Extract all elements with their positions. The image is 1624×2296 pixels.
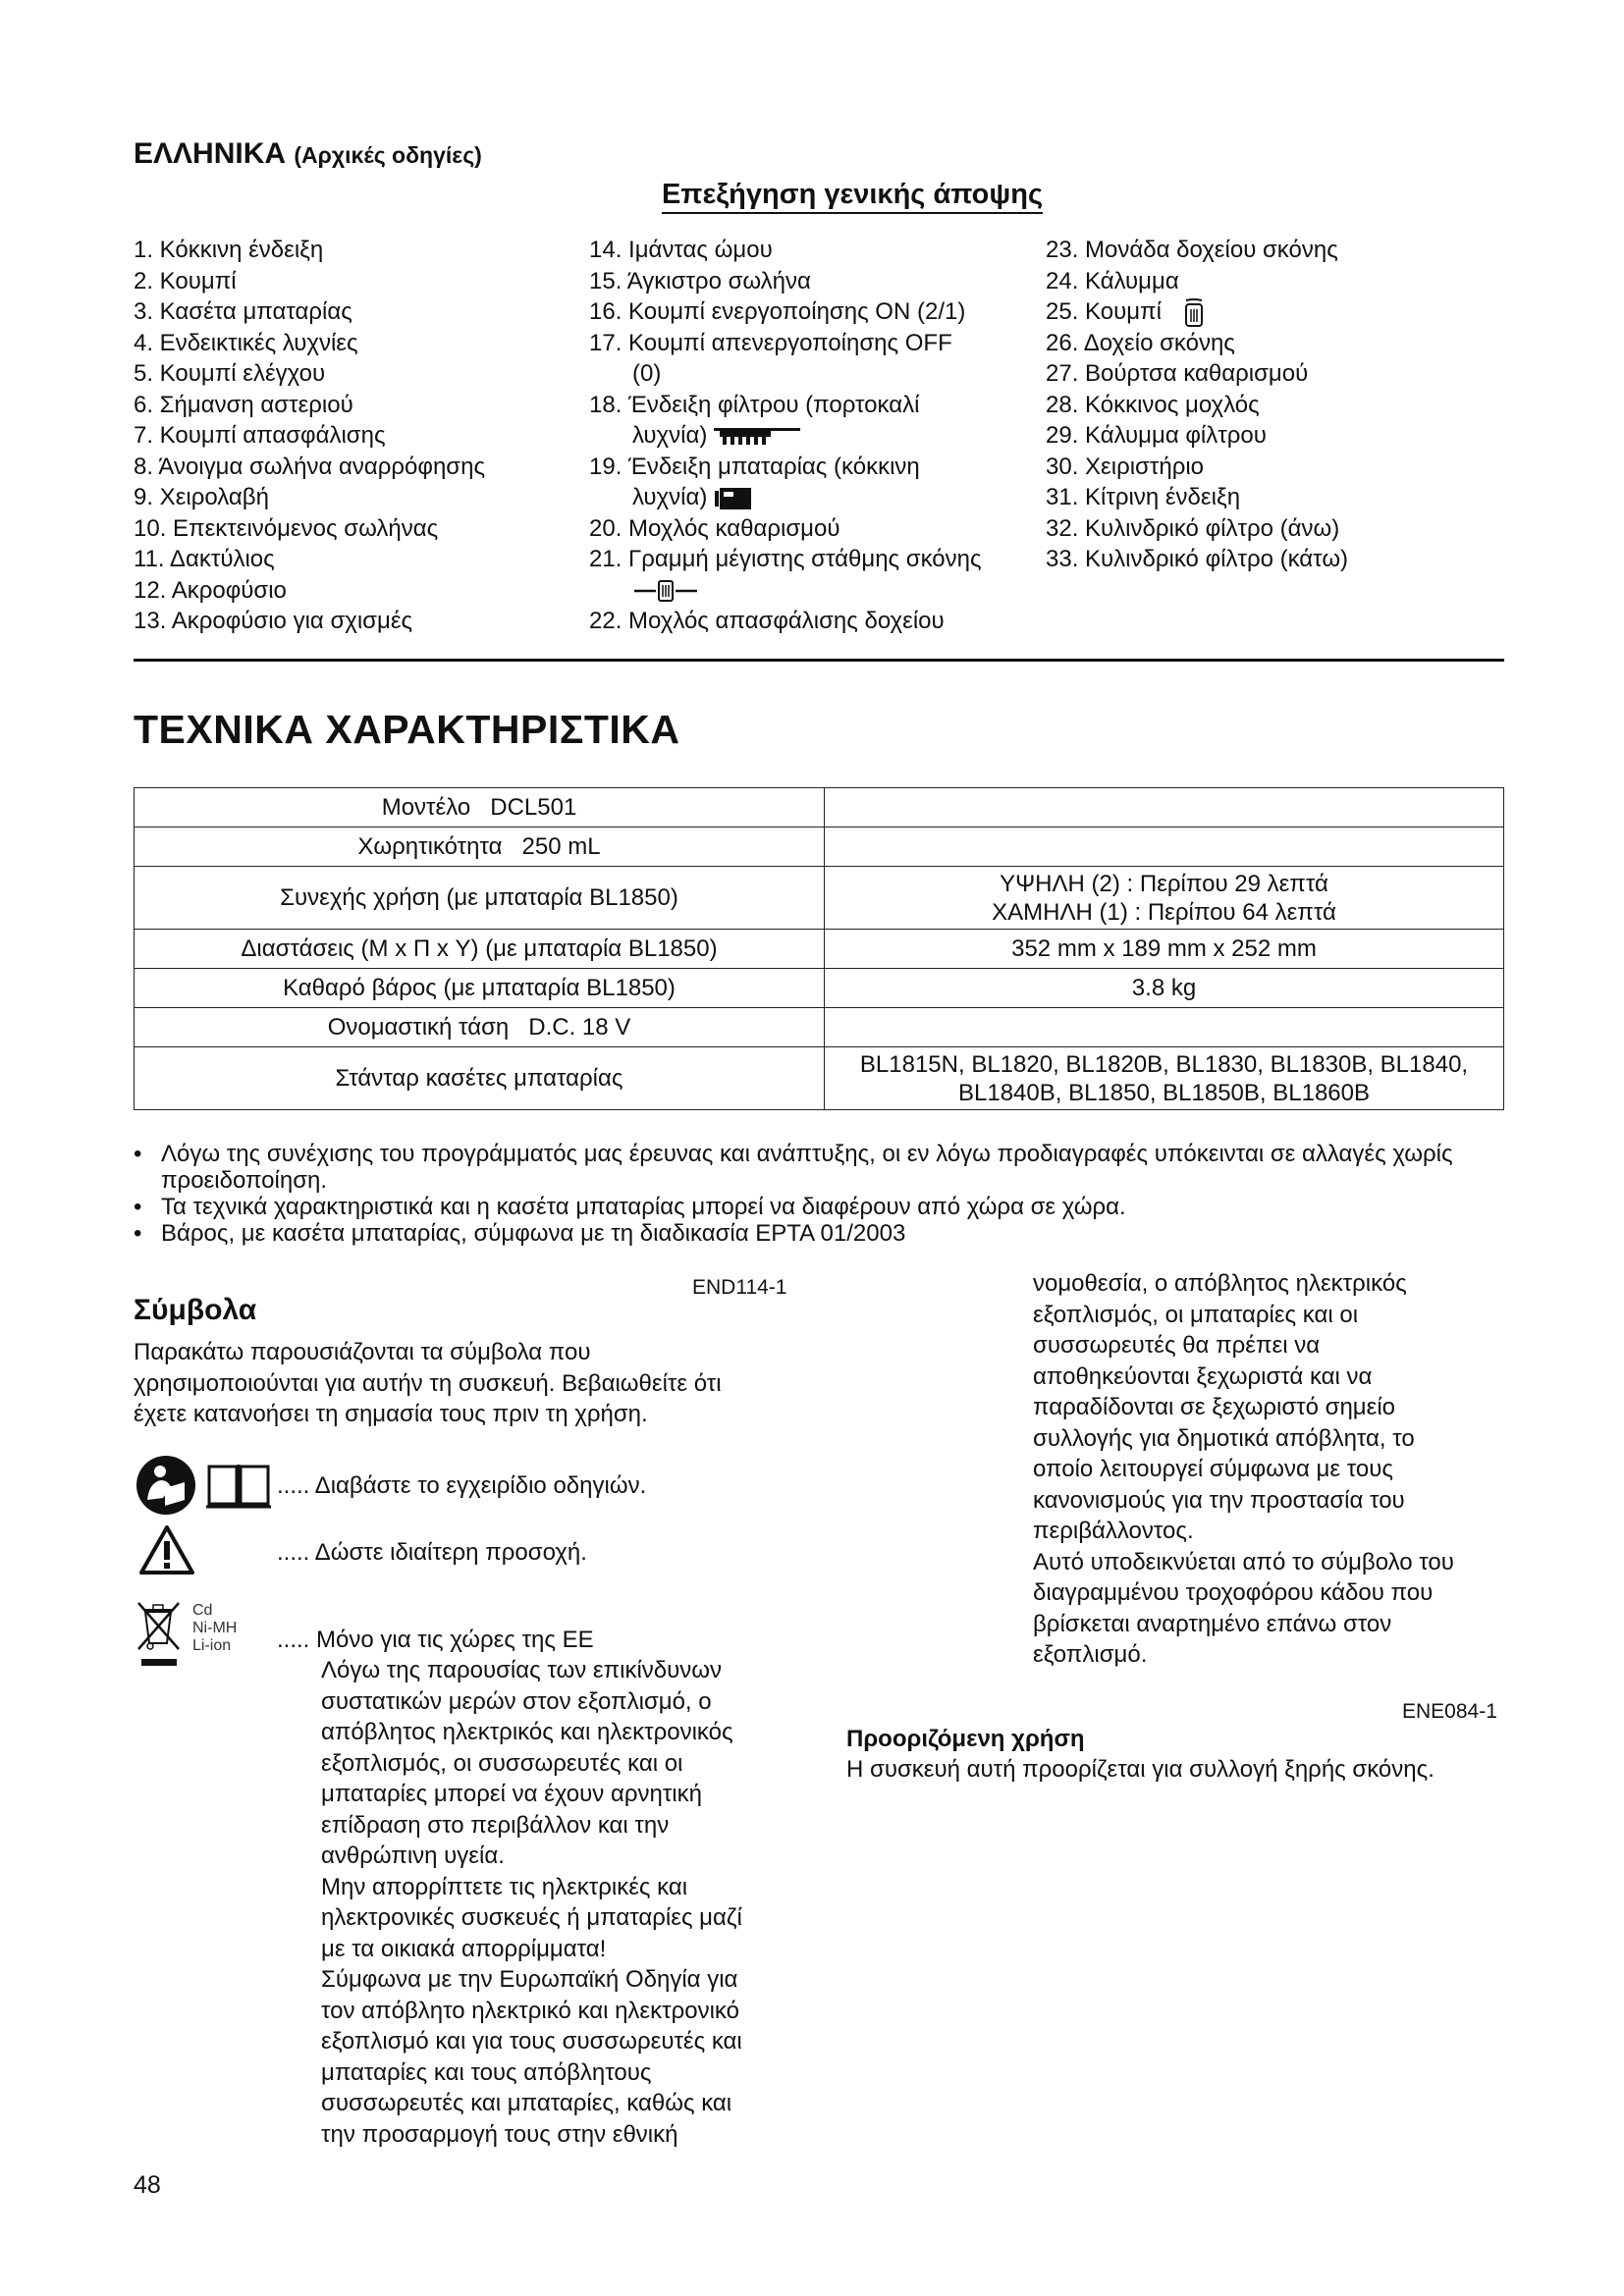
- bin-label-liion: Li-ion: [192, 1637, 232, 1654]
- spec-value-runtime: ΥΨΗΛΗ (2) : Περίπου 29 λεπτά ΧΑΜΗΛΗ (1) : Περίπου 64 λεπτά: [825, 867, 1504, 930]
- list-item: 8. Άνοιγμα σωλήνα αναρρόφησης: [134, 453, 486, 480]
- spec-label-capacity: Χωρητικότητα 250 mL: [135, 828, 825, 867]
- warning-triangle-icon: [138, 1524, 195, 1575]
- table-row: [135, 969, 1504, 1008]
- bin-label-nimh: Ni-MH: [192, 1620, 238, 1636]
- list-item-continued: (0): [632, 360, 662, 387]
- spec-value-weight: 3.8 kg: [825, 969, 1504, 1008]
- table-row: [135, 828, 1504, 867]
- caution-text: ..... Δώστε ιδιαίτερη προσοχή.: [277, 1539, 587, 1566]
- intended-use-code: ENE084-1: [1402, 1700, 1497, 1723]
- list-item: 7. Κουμπί απασφάλισης: [134, 422, 386, 449]
- table-row: [135, 788, 1504, 828]
- list-item: 20. Μοχλός καθαρισμού: [589, 514, 840, 542]
- dust-container-icon: [1182, 298, 1206, 328]
- list-item-continued: λυχνία): [589, 482, 982, 513]
- list-item: 12. Ακροφύσιο: [134, 576, 287, 604]
- list-item: 18. Ένδειξη φίλτρου (πορτοκαλί: [589, 391, 920, 418]
- list-item: 9. Χειρολαβή: [134, 484, 269, 510]
- section-divider: [134, 659, 1504, 662]
- list-item: 11. Δακτύλιος: [134, 546, 275, 572]
- list-item: 5. Κουμπί ελέγχου: [134, 360, 326, 387]
- intended-use-text: Η συσκευή αυτή προορίζεται για συλλογή ξηρής σκόνης.: [846, 1756, 1435, 1783]
- list-item: 24. Κάλυμμα: [1046, 267, 1179, 294]
- language-title: ΕΛΛΗΝΙΚΑ: [134, 137, 287, 170]
- list-item: 22. Μοχλός απασφάλισης δοχείου: [589, 608, 945, 634]
- list-item: 25. Κουμπί: [1046, 296, 1348, 328]
- overview-column-1: [134, 235, 485, 637]
- language-heading: [134, 137, 482, 171]
- list-item: 2. Κουμπί: [134, 267, 237, 294]
- overview-column-3: [1046, 235, 1348, 575]
- spec-label-batteries: Στάνταρ κασέτες μπαταρίας: [135, 1047, 825, 1110]
- note-item: • Τα τεχνικά χαρακτηριστικά και η κασέτα μπαταρίας μπορεί να διαφέρουν από χώρα σε χώρα.: [134, 1194, 1508, 1220]
- table-row: [135, 1047, 1504, 1110]
- overview-column-2: [589, 235, 982, 637]
- language-subtitle: (Αρχικές οδηγίες): [294, 142, 482, 168]
- table-row: [135, 867, 1504, 930]
- spec-value-empty: [825, 828, 1504, 867]
- spec-value-empty: [825, 1008, 1504, 1047]
- list-item: 4. Ενδεικτικές λυχνίες: [134, 329, 358, 356]
- book-icon: [206, 1461, 271, 1510]
- battery-chemistry-labels: [192, 1602, 237, 1655]
- list-item-continued: [589, 575, 982, 607]
- note-item: • Λόγω της συνέχισης του προγράμματός μας έρευνας και ανάπτυξης, οι εν λόγω προδιαγραφές υπόκεινται σε αλλαγές χωρίς προειδοποίηση.: [134, 1141, 1508, 1194]
- specifications-title: ΤΕΧΝΙΚΑ ΧΑΡΑΚΤΗΡΙΣΤΙΚΑ: [134, 707, 680, 752]
- list-item: 17. Κουμπί απενεργοποίησης OFF: [589, 329, 952, 356]
- table-row: [135, 930, 1504, 969]
- specifications-table: [134, 787, 1504, 1110]
- symbols-title: Σύμβολα: [134, 1294, 257, 1326]
- list-item: 13. Ακροφύσιο για σχισμές: [134, 608, 413, 634]
- list-item-continued: λυχνία): [589, 420, 982, 452]
- bin-label-cd: Cd: [192, 1602, 213, 1619]
- list-item: 27. Βούρτσα καθαρισμού: [1046, 360, 1309, 388]
- eu-only-text: ..... Μόνο για τις χώρες της ΕΕ: [277, 1627, 594, 1653]
- table-row: [135, 1008, 1504, 1047]
- list-item: 15. Άγκιστρο σωλήνα: [589, 267, 811, 294]
- spec-label-runtime: Συνεχής χρήση (με μπαταρία BL1850): [135, 867, 825, 930]
- list-item: 6. Σήμανση αστεριού: [134, 391, 353, 418]
- read-manual-text: ..... Διαβάστε το εγχειρίδιο οδηγιών.: [277, 1472, 647, 1499]
- symbols-section-code: END114-1: [692, 1276, 787, 1299]
- spec-label-model: Μοντέλο DCL501: [135, 788, 825, 828]
- max-dust-line-icon: [632, 577, 701, 605]
- overview-title: Επεξήγηση γενικής άποψης: [0, 179, 1624, 214]
- list-item: 32. Κυλινδρικό φίλτρο (άνω): [1046, 514, 1340, 542]
- symbols-intro: Παρακάτω παρουσιάζονται τα σύμβολα που χρησιμοποιούνται για αυτήν τη συσκευή. Βεβαιωθείτε ότι έχετε κατανοήσει τη σημασία τους πριν τη χρήση.: [134, 1339, 722, 1427]
- list-item: 30. Χειριστήριο: [1046, 453, 1205, 480]
- spec-value-batteries: BL1815N, BL1820, BL1820B, BL1830, BL1830B, BL1840, BL1840B, BL1850, BL1850B, BL1860B: [825, 1047, 1504, 1110]
- eu-disposal-paragraph: Λόγω της παρουσίας των επικίνδυνων συστατικών μερών στον εξοπλισμό, ο απόβλητος ηλεκτρικός και ηλεκτρονικός εξοπλισμός, οι συσσωρευτές και οι μπαταρίες μπορεί να έχουν αρνητική επίδραση στο περιβάλλον και την ανθρώπινη υγεία. Μην απορρίπτετε τις ηλεκτρικές και ηλεκτρονικές συσκευές ή μπαταρίες μαζί με τα οικιακά απορρίμματα! Σύμφωνα με την Ευρωπαϊκή Οδηγία για τον απόβλητο ηλεκτρικό και ηλεκτρονικό εξοπλισμό και για τους συσσωρευτές και μπαταρίες και τους απόβλητους συσσωρευτές και μπαταρίες, καθώς και την προσαρμογή τους στην εθνική: [321, 1657, 742, 2148]
- list-item: 1. Κόκκινη ένδειξη: [134, 237, 324, 263]
- spec-label-weight: Καθαρό βάρος (με μπαταρία BL1850): [135, 969, 825, 1008]
- spec-label-voltage: Ονομαστική τάση D.C. 18 V: [135, 1008, 825, 1047]
- spec-label-dimensions: Διαστάσεις (Μ x Π x Υ) (με μπαταρία BL1850): [135, 930, 825, 969]
- list-item: 3. Κασέτα μπαταρίας: [134, 298, 352, 325]
- list-item: 28. Κόκκινος μοχλός: [1046, 391, 1260, 418]
- spec-value-empty: [825, 788, 1504, 828]
- intended-use-title: Προοριζόμενη χρήση: [846, 1726, 1085, 1752]
- note-item: • Βάρος, με κασέτα μπαταρίας, σύμφωνα με τη διαδικασία EPTA 01/2003: [134, 1220, 1508, 1247]
- list-item: 10. Επεκτεινόμενος σωλήνας: [134, 514, 439, 542]
- battery-indicator-icon: [714, 486, 753, 511]
- list-item: 19. Ένδειξη μπαταρίας (κόκκινη: [589, 453, 920, 480]
- list-item: 31. Κίτρινη ένδειξη: [1046, 484, 1241, 511]
- list-item: 21. Γραμμή μέγιστης στάθμης σκόνης: [589, 546, 982, 572]
- list-item: 14. Ιμάντας ώμου: [589, 237, 773, 263]
- read-manual-person-icon: [135, 1455, 196, 1516]
- list-item: 23. Μονάδα δοχείου σκόνης: [1046, 237, 1338, 263]
- list-item: 26. Δοχείο σκόνης: [1046, 329, 1235, 356]
- spec-value-dimensions: 352 mm x 189 mm x 252 mm: [825, 930, 1504, 969]
- filter-indicator-icon: [714, 426, 800, 448]
- list-item: 33. Κυλινδρικό φίλτρο (κάτω): [1046, 546, 1349, 573]
- list-item: 16. Κουμπί ενεργοποίησης ON (2/1): [589, 298, 966, 325]
- crossed-out-bin-icon: [135, 1600, 185, 1669]
- specification-notes: [134, 1141, 1508, 1247]
- eu-disposal-continued: νομοθεσία, ο απόβλητος ηλεκτρικός εξοπλισμός, οι μπαταρίες και οι συσσωρευτές θα πρέπει να αποθηκεύονται ξεχωριστά και να παραδίδονται σε ξεχωριστό σημείο συλλογής για δημοτικά απόβλητα, το οποίο λειτουργεί σύμφωνα με τους κανονισμούς για την προστασία του περιβάλλοντος. Αυτό υποδεικνύεται από το σύμβολο του διαγραμμένου τροχοφόρου κάδου που βρίσκεται αναρτημένο επάνω στον εξοπλισμό.: [1033, 1270, 1454, 1668]
- list-item: 29. Κάλυμμα φίλτρου: [1046, 422, 1267, 450]
- page-number: 48: [134, 2171, 161, 2199]
